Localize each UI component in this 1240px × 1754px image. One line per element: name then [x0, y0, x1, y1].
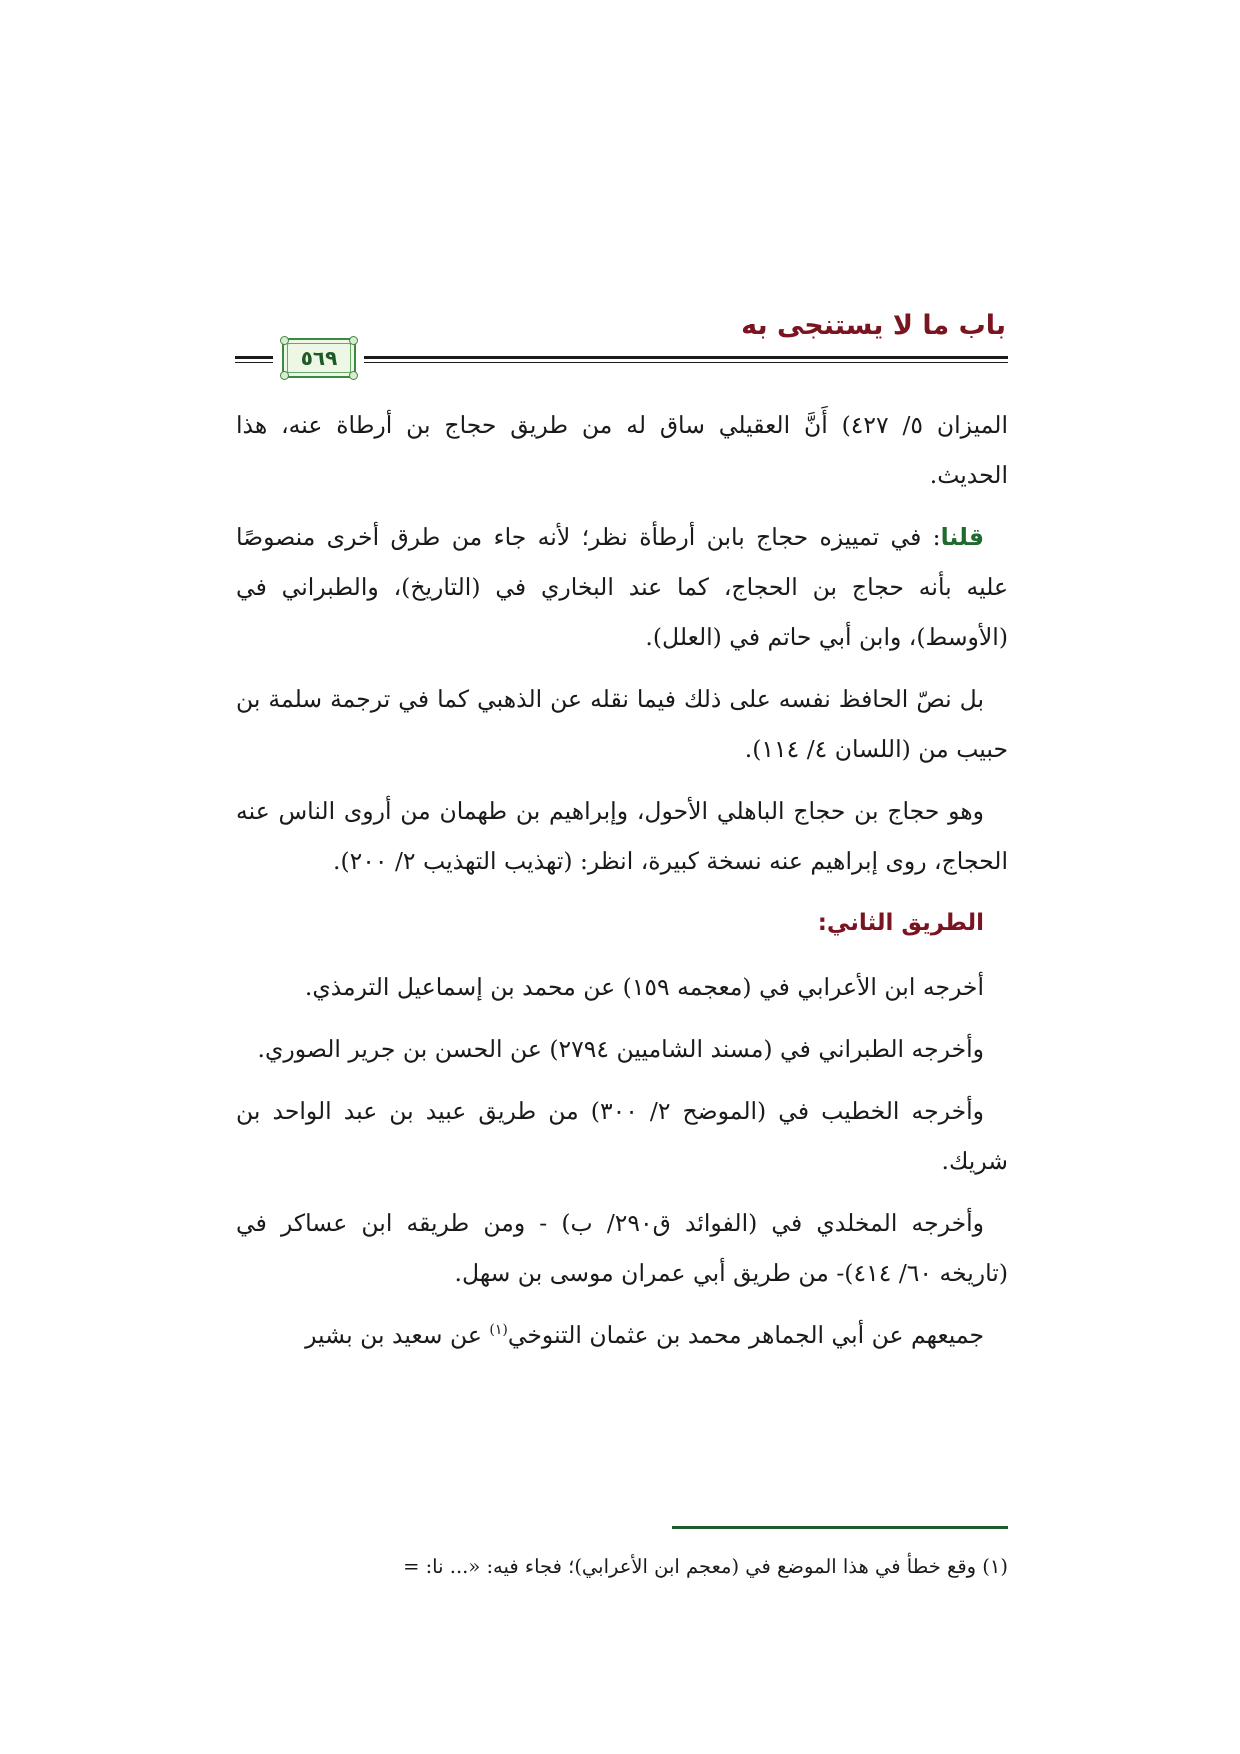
header-rule-left-thin	[235, 362, 273, 363]
paragraph: وأخرجه الخطيب في (الموضح ٢/ ٣٠٠) من طريق عبيد بن عبد الواحد بن شريك.	[236, 1097, 1008, 1175]
page-number: ٥٦٩	[300, 346, 338, 370]
page-number-badge	[282, 338, 356, 378]
ornament-corner-icon	[280, 371, 289, 380]
paragraph: وأخرجه الطبراني في (مسند الشاميين ٢٧٩٤) عن الحسن بن جرير الصوري.	[257, 1035, 984, 1063]
footnote-marker: (١)	[489, 1322, 508, 1339]
paragraph	[236, 512, 1008, 662]
header-rule-thin	[364, 362, 1008, 363]
paragraph	[236, 1310, 1008, 1360]
ornament-corner-icon	[280, 336, 289, 345]
chapter-title: باب ما لا يستنجى به	[741, 310, 1006, 341]
paragraph: الميزان ٥/ ٤٢٧) أَنَّ العقيلي ساق له من طريق حجاج بن أرطاة عنه، هذا الحديث.	[236, 411, 1008, 489]
paragraph: وهو حجاج بن حجاج الباهلي الأحول، وإبراهيم بن طهمان من أروى الناس عنه الحجاج، روى إبراهيم عنه نسخة كبيرة، انظر: (تهذيب التهذيب ٢/ ٢٠٠).	[236, 797, 1008, 875]
paragraph-text: عن سعيد بن بشير	[305, 1321, 490, 1349]
section-heading: الطريق الثاني:	[817, 910, 984, 936]
paragraph: أخرجه ابن الأعرابي في (معجمه ١٥٩) عن محمد بن إسماعيل الترمذي.	[304, 973, 984, 1001]
main-text	[236, 400, 1008, 1372]
paragraph: وأخرجه المخلدي في (الفوائد ق٢٩٠/ ب) - ومن طريقه ابن عساكر في (تاريخه ٦٠/ ٤١٤)- من طريق أبي عمران موسى بن سهل.	[236, 1209, 1008, 1287]
footnote-separator	[672, 1526, 1008, 1529]
paragraph-text: : في تمييزه حجاج بابن أرطأة نظر؛ لأنه جاء من طرق أخرى منصوصًا عليه بأنه حجاج بن الحجاج، كما عند البخاري في (التاريخ)، والطبراني في (الأوسط)، وابن أبي حاتم في (العلل).	[236, 523, 1008, 651]
footnote: (١) وقع خطأ في هذا الموضع في (معجم ابن الأعرابي)؛ فجاء فيه: «... نا: =	[403, 1555, 1008, 1578]
qulna-label: قلنا	[940, 523, 984, 551]
paragraph: بل نصّ الحافظ نفسه على ذلك فيما نقله عن الذهبي كما في ترجمة سلمة بن حبيب من (اللسان ٤/ ١١٤).	[236, 685, 1008, 763]
ornament-corner-icon	[349, 371, 358, 380]
ornament-corner-icon	[349, 336, 358, 345]
paragraph-text: جميعهم عن أبي الجماهر محمد بن عثمان التنوخي	[507, 1321, 984, 1349]
header-rule-left	[235, 356, 273, 359]
header-rule	[364, 356, 1008, 359]
